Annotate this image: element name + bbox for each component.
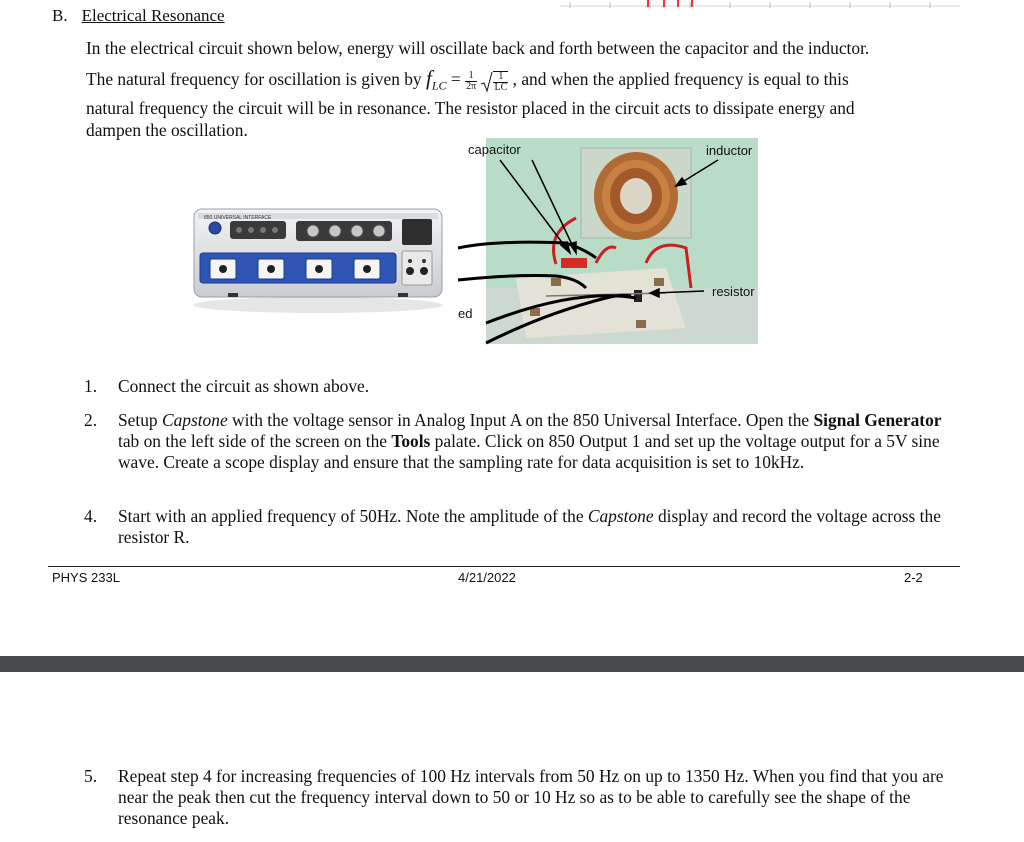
signal-generator-term: Signal Generator bbox=[813, 410, 942, 430]
intro-line-2-tail: , and when the applied frequency is equal to this bbox=[512, 69, 849, 89]
wires-overlay bbox=[456, 138, 766, 348]
footer-page-number: 2-2 bbox=[904, 570, 923, 585]
sqrt-symbol-icon bbox=[481, 71, 493, 93]
capacitor-arrow-right bbox=[532, 160, 576, 253]
interface-title: 850 UNIVERSAL INTERFACE bbox=[204, 215, 272, 221]
formula-fraction bbox=[465, 71, 477, 92]
step-2-text-d: palate. Click on 850 Output 1 and set up the voltage output for a 5V sine wave. Create a scope display and ensure that the sampling rate for data acquisition is set to 10kHz. bbox=[118, 431, 940, 472]
step-number: 4. bbox=[84, 506, 98, 526]
section-heading bbox=[52, 6, 225, 26]
resonance-formula bbox=[426, 66, 513, 93]
step-text: Repeat step 4 for increasing frequencies of 100 Hz intervals from 50 Hz on up to 1350 Hz. When you find that you are near the peak then cut the frequency interval down to 50 or 10 Hz so as to be able to carefully see the shape of the resonance peak. bbox=[118, 766, 944, 828]
intro-line-4: dampen the oscillation. bbox=[86, 120, 248, 140]
step-text bbox=[118, 410, 958, 473]
step-2 bbox=[84, 410, 964, 496]
wire-2 bbox=[458, 276, 586, 289]
step-4-text-a: Start with an applied frequency of 50Hz. Note the amplitude of the bbox=[118, 506, 588, 526]
fraction-denominator: 2π bbox=[466, 80, 477, 92]
step-number: 1. bbox=[84, 376, 98, 396]
step-5 bbox=[84, 766, 964, 832]
intro-line-2-text: The natural frequency for oscillation is given by bbox=[86, 69, 422, 89]
capacitor-arrow-left bbox=[500, 160, 570, 253]
capstone-term: Capstone bbox=[587, 506, 654, 526]
footer-date: 4/21/2022 bbox=[458, 570, 516, 585]
arrow-head-icon bbox=[650, 289, 659, 297]
formula-sqrt bbox=[481, 70, 508, 93]
sqrt-numerator: 1 bbox=[493, 72, 508, 83]
step-text bbox=[118, 506, 958, 548]
step-2-text-c: tab on the left side of the screen on the bbox=[118, 431, 392, 451]
intro-line-3: natural frequency the circuit will be in resonance. The resistor placed in the circuit acts to dissipate energy and bbox=[86, 98, 855, 118]
step-4-text-b: display and record the voltage across the resistor R. bbox=[118, 506, 941, 547]
intro-line-2 bbox=[86, 68, 966, 96]
wire-4 bbox=[486, 296, 636, 323]
universal-interface-image bbox=[188, 205, 450, 315]
resistor-label: resistor bbox=[712, 284, 755, 299]
clipped-label: ed bbox=[458, 306, 473, 321]
step-2-text-b: with the voltage sensor in Analog Input A on the 850 Universal Interface. Open the bbox=[227, 410, 814, 430]
formula-f: f bbox=[426, 66, 432, 90]
tools-term: Tools bbox=[391, 431, 431, 451]
intro-line-1: In the electrical circuit shown below, energy will oscillate back and forth between the capacitor and the inductor. bbox=[86, 38, 870, 58]
step-number: 2. bbox=[84, 410, 98, 430]
formula-subscript: LC bbox=[431, 78, 447, 93]
sqrt-denominator: LC bbox=[494, 81, 508, 93]
footer-course: PHYS 233L bbox=[52, 570, 120, 585]
step-number: 5. bbox=[84, 766, 98, 786]
section-title: Electrical Resonance bbox=[81, 6, 225, 25]
inductor-label: inductor bbox=[706, 143, 753, 158]
arrow-head-icon bbox=[676, 178, 686, 186]
clipped-chart-remnant bbox=[560, 0, 970, 12]
resistor-arrow bbox=[654, 291, 704, 293]
step-1 bbox=[84, 376, 964, 398]
step-4 bbox=[84, 506, 964, 550]
footer-rule bbox=[48, 566, 960, 567]
step-2-text-a: Setup bbox=[118, 410, 162, 430]
capstone-term: Capstone bbox=[161, 410, 228, 430]
fraction-numerator: 1 bbox=[465, 71, 477, 82]
step-text: Connect the circuit as shown above. bbox=[118, 376, 370, 396]
page-separator bbox=[0, 656, 1024, 672]
formula-equals: = bbox=[450, 69, 461, 89]
section-letter: B. bbox=[52, 6, 68, 25]
arrow-head-icon bbox=[570, 242, 576, 253]
capacitor-label: capacitor bbox=[468, 142, 521, 157]
